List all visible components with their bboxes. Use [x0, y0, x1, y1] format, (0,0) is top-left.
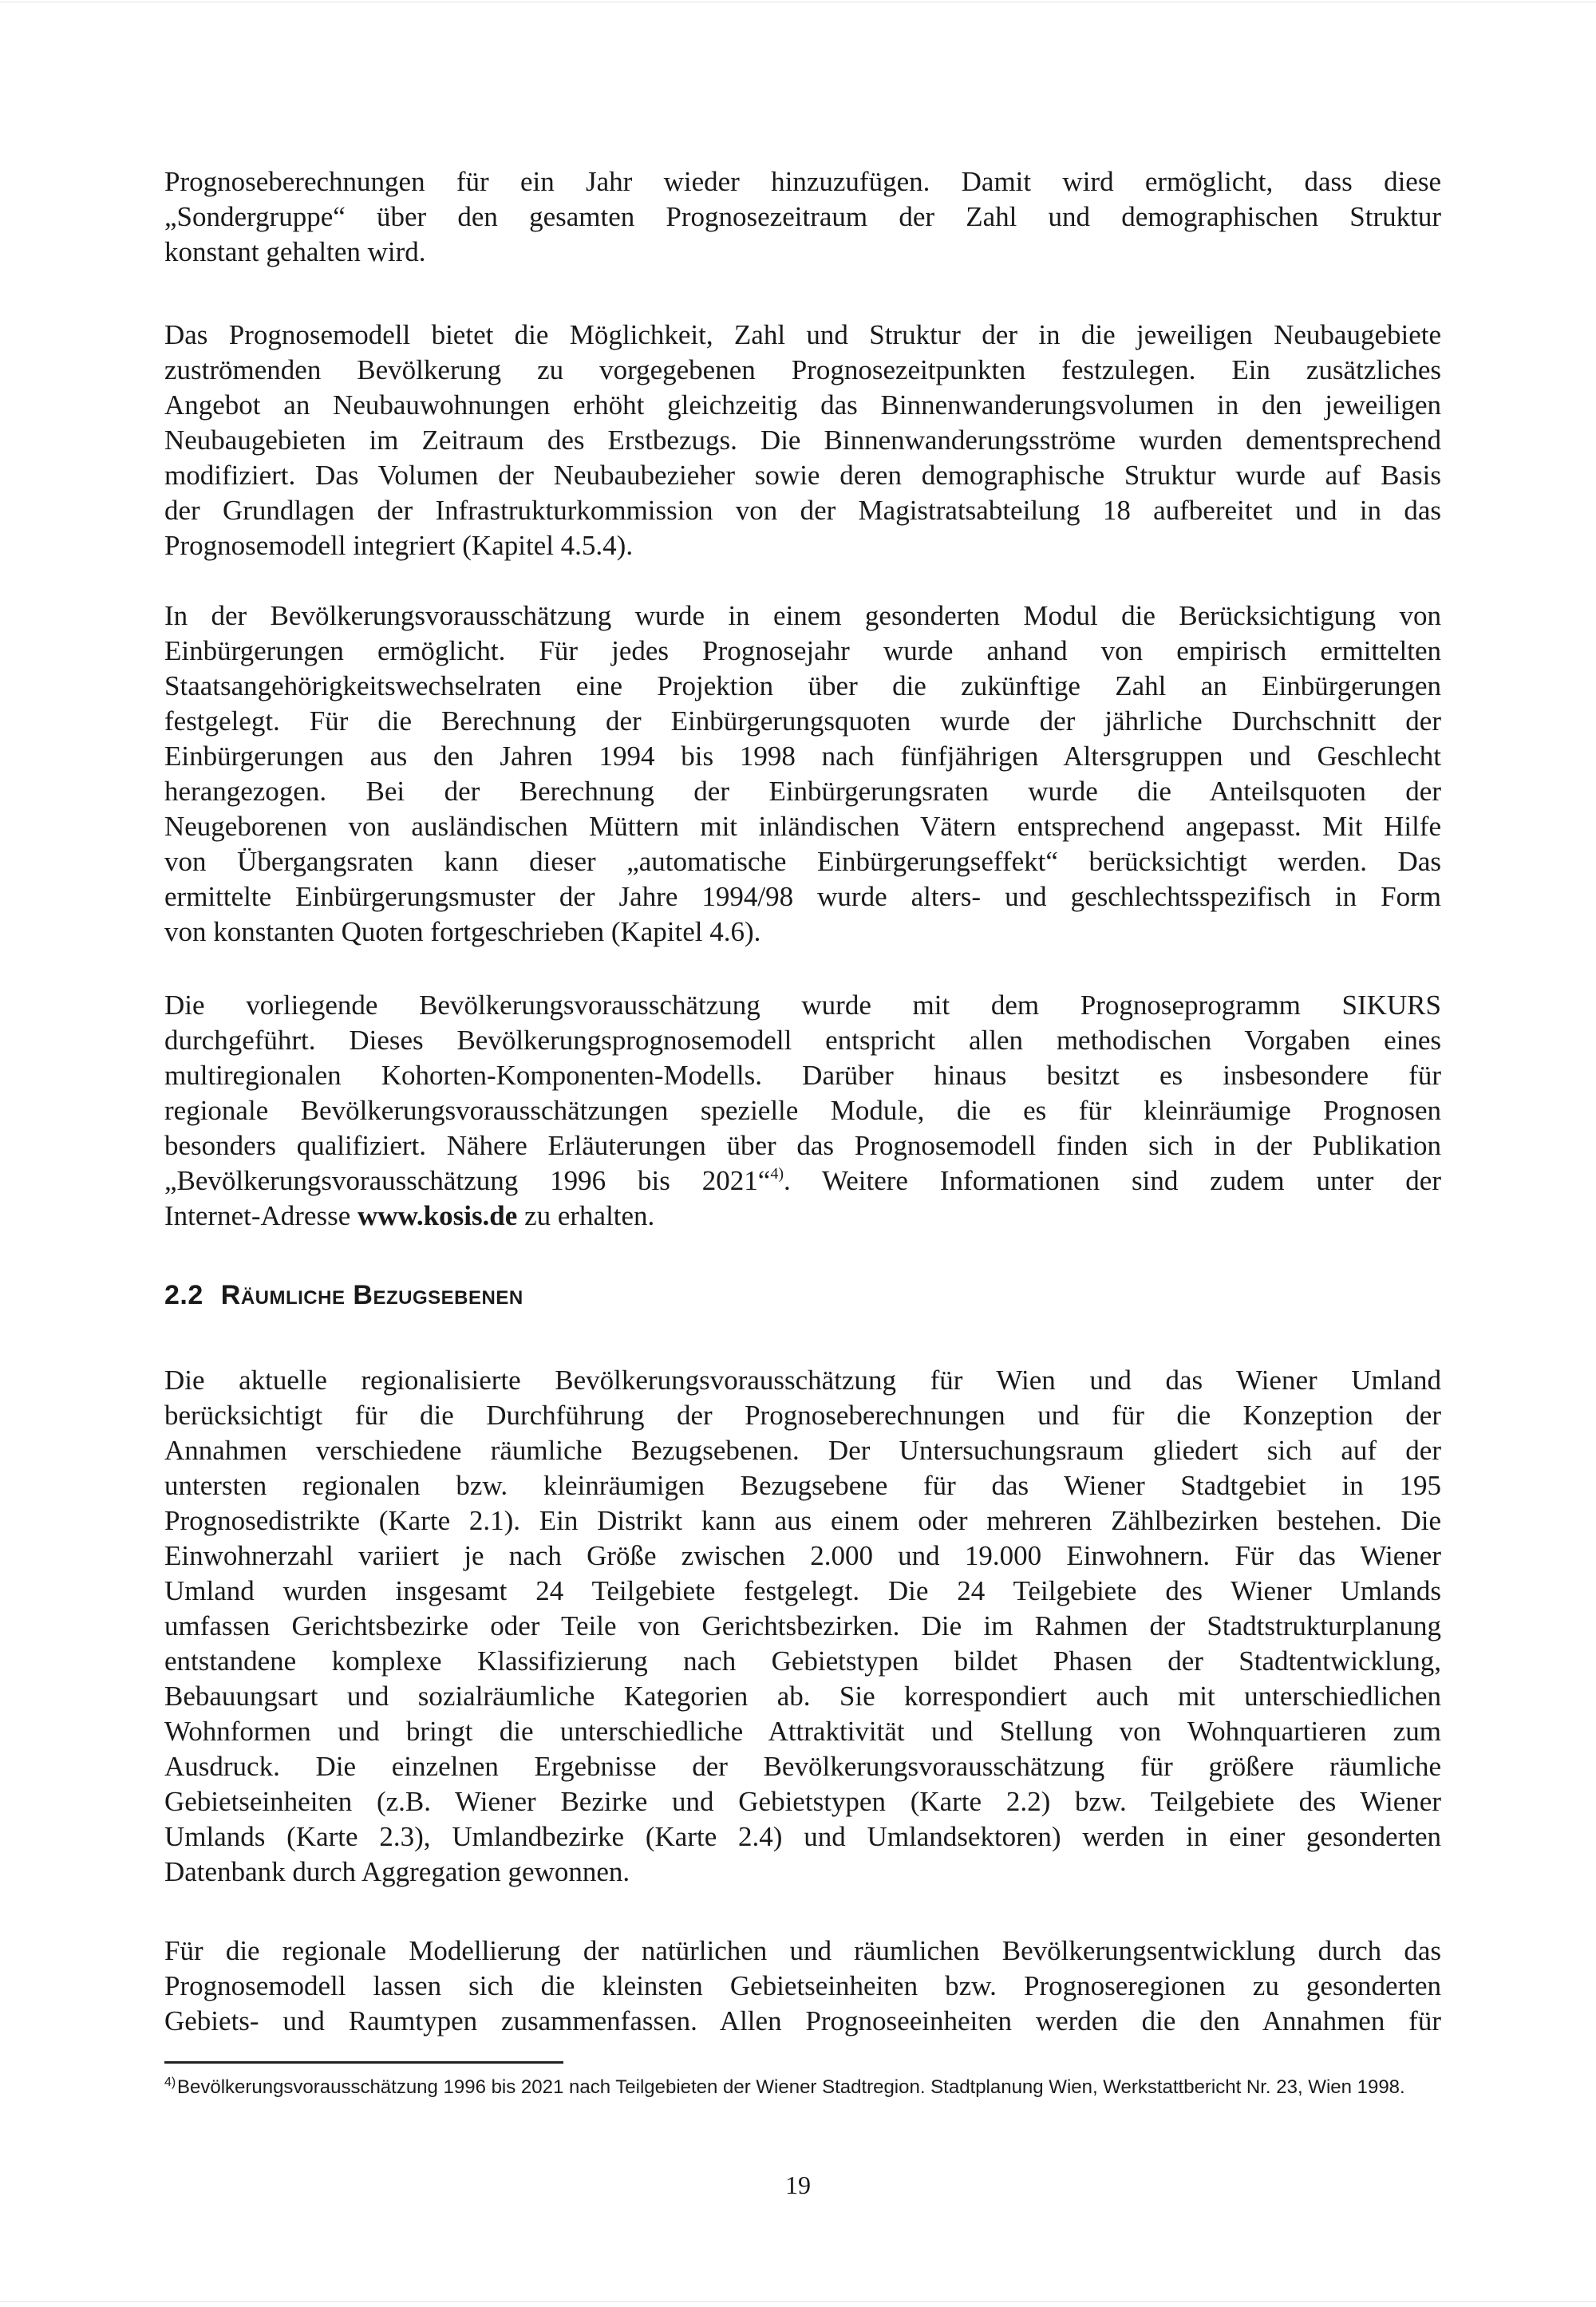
footnote-reference: 4) [770, 1165, 784, 1183]
text-line: Prognosedistrikte (Karte 2.1). Ein Distrikt kann aus einem oder mehreren Zählbezirken bestehen. Die [164, 1505, 1441, 1536]
text-line: durchgeführt. Dieses Bevölkerungsprognosemodell entspricht allen methodischen Vorgaben eines [164, 1025, 1441, 1056]
text-line [164, 1199, 1441, 1234]
paragraph [164, 988, 1441, 1234]
text-line: von konstanten Quoten fortgeschrieben (Kapitel 4.6). [164, 916, 761, 947]
text-line: Neubaugebieten im Zeitraum des Erstbezugs. Die Binnenwanderungsströme wurden dementsprechend [164, 425, 1441, 456]
text-line: Umland wurden insgesamt 24 Teilgebiete festgelegt. Die 24 Teilgebiete des Wiener Umlands [164, 1575, 1441, 1606]
text-line: Die aktuelle regionalisierte Bevölkerungsvorausschätzung für Wien und das Wiener Umland [164, 1365, 1441, 1396]
text-line: modifiziert. Das Volumen der Neubaubezieher sowie deren demographische Struktur wurde auf Basis [164, 460, 1441, 491]
text-line: Für die regionale Modellierung der natürlichen und räumlichen Bevölkerungsentwicklung durch das [164, 1935, 1441, 1966]
paragraph [164, 598, 1441, 950]
text-line: Einbürgerungen ermöglicht. Für jedes Prognosejahr wurde anhand von empirisch ermittelten [164, 635, 1441, 666]
text-line: regionale Bevölkerungsvorausschätzungen spezielle Module, die es für kleinräumige Prognosen [164, 1095, 1441, 1126]
footnote-text: Bevölkerungsvorausschätzung 1996 bis 2021 nach Teilgebieten der Wiener Stadtregion. Stadtplanung Wien, Werkstattbericht Nr. 23, Wien 1998. [177, 2076, 1405, 2098]
scan-edge-bottom [0, 2301, 1596, 2302]
text-line: Prognosemodell integriert (Kapitel 4.5.4). [164, 530, 634, 561]
text-line: ermittelte Einbürgerungsmuster der Jahre 1994/98 wurde alters- und geschlechtsspezifisch in Form [164, 881, 1441, 912]
text-line: multiregionalen Kohorten-Komponenten-Modells. Darüber hinaus besitzt es insbesondere für [164, 1060, 1441, 1091]
text-line: von Übergangsraten kann dieser „automatische Einbürgerungseffekt“ berücksichtigt werden. Das [164, 846, 1441, 877]
text-line: Gebietseinheiten (z.B. Wiener Bezirke und Gebietstypen (Karte 2.2) bzw. Teilgebiete des Wiener [164, 1786, 1441, 1817]
text-line: Bebauungsart und sozialräumliche Kategorien ab. Sie korrespondiert auch mit unterschiedlichen [164, 1681, 1441, 1712]
text-line: Neugeborenen von ausländischen Müttern mit inländischen Vätern entsprechend angepasst. Mit Hilfe [164, 811, 1441, 842]
text-line: umfassen Gerichtsbezirke oder Teile von Gerichtsbezirken. Die im Rahmen der Stadtstrukturplanung [164, 1610, 1441, 1641]
text-line: der Grundlagen der Infrastrukturkommission von der Magistratsabteilung 18 aufbereitet und in das [164, 495, 1441, 526]
text-line: Prognosemodell lassen sich die kleinsten Gebietseinheiten bzw. Prognoseregionen zu gesonderten [164, 1970, 1441, 2001]
text-line: Staatsangehörigkeitswechselraten eine Projektion über die zukünftige Zahl an Einbürgerungen [164, 670, 1441, 701]
paragraph [164, 318, 1441, 563]
text-line: untersten regionalen bzw. kleinräumigen Bezugsebene für das Wiener Stadtgebiet in 195 [164, 1470, 1441, 1501]
text-line: herangezogen. Bei der Berechnung der Einbürgerungsraten wurde die Anteilsquoten der [164, 776, 1441, 807]
section-heading [164, 1280, 523, 1311]
footnote-divider [164, 2061, 563, 2064]
text-line: Prognoseberechnungen für ein Jahr wieder hinzuzufügen. Damit wird ermöglicht, dass diese [164, 166, 1441, 197]
paragraph [164, 164, 1441, 270]
paragraph [164, 1934, 1441, 2039]
text-line: Ausdruck. Die einzelnen Ergebnisse der Bevölkerungsvorausschätzung für größere räumliche [164, 1751, 1441, 1782]
text-line: zuströmenden Bevölkerung zu vorgegebenen Prognosezeitpunkten festzulegen. Ein zusätzliches [164, 354, 1441, 385]
text-line [164, 1163, 1441, 1199]
text-line: Gebiets- und Raumtypen zusammenfassen. Allen Prognoseeinheiten werden die den Annahmen für [164, 2005, 1441, 2036]
section-number: 2.2 [164, 1280, 203, 1310]
text-line: Einwohnerzahl variiert je nach Größe zwischen 2.000 und 19.000 Einwohnern. Für das Wiener [164, 1540, 1441, 1571]
text-line: Das Prognosemodell bietet die Möglichkeit, Zahl und Struktur der in die jeweiligen Neubaugebiete [164, 319, 1441, 350]
footnote [164, 2075, 1441, 2100]
web-address: www.kosis.de [357, 1200, 518, 1231]
text-line: konstant gehalten wird. [164, 236, 426, 267]
text-segment: „Bevölkerungsvorausschätzung 1996 bis 2021“ [164, 1165, 771, 1196]
text-line: Datenbank durch Aggregation gewonnen. [164, 1856, 630, 1887]
text-line: Die vorliegende Bevölkerungsvorausschätzung wurde mit dem Prognoseprogramm SIKURS [164, 990, 1441, 1021]
text-line: entstandene komplexe Klassifizierung nach Gebietstypen bildet Phasen der Stadtentwicklung, [164, 1645, 1441, 1677]
text-line: berücksichtigt für die Durchführung der Prognoseberechnungen und für die Konzeption der [164, 1400, 1441, 1431]
text-line: Wohnformen und bringt die unterschiedliche Attraktivität und Stellung von Wohnquartieren zum [164, 1716, 1441, 1747]
section-title: Räumliche Bezugsebenen [220, 1280, 523, 1310]
footnote-mark: 4) [164, 2076, 176, 2089]
text-segment: . Weitere Informationen sind zudem unter der [784, 1165, 1441, 1196]
text-line: „Sondergruppe“ über den gesamten Prognosezeitraum der Zahl und demographischen Struktur [164, 201, 1441, 232]
text-line: Umlands (Karte 2.3), Umlandbezirke (Karte 2.4) und Umlandsektoren) werden in einer gesonderten [164, 1821, 1441, 1852]
paragraph [164, 1363, 1441, 1890]
text-segment: zu erhalten. [517, 1200, 655, 1231]
text-line: Annahmen verschiedene räumliche Bezugsebenen. Der Untersuchungsraum gliedert sich auf der [164, 1435, 1441, 1466]
text-line: besonders qualifiziert. Nähere Erläuterungen über das Prognosemodell finden sich in der Publikation [164, 1130, 1441, 1161]
text-line: festgelegt. Für die Berechnung der Einbürgerungsquoten wurde der jährliche Durchschnitt der [164, 705, 1441, 737]
text-line: Einbürgerungen aus den Jahren 1994 bis 1998 nach fünfjährigen Altersgruppen und Geschlecht [164, 741, 1441, 772]
text-line: Angebot an Neubauwohnungen erhöht gleichzeitig das Binnenwanderungsvolumen in den jeweiligen [164, 389, 1441, 421]
text-segment: Internet-Adresse [164, 1200, 358, 1231]
text-line: In der Bevölkerungsvorausschätzung wurde in einem gesonderten Modul die Berücksichtigung von [164, 600, 1441, 631]
page-number: 19 [785, 2171, 811, 2199]
